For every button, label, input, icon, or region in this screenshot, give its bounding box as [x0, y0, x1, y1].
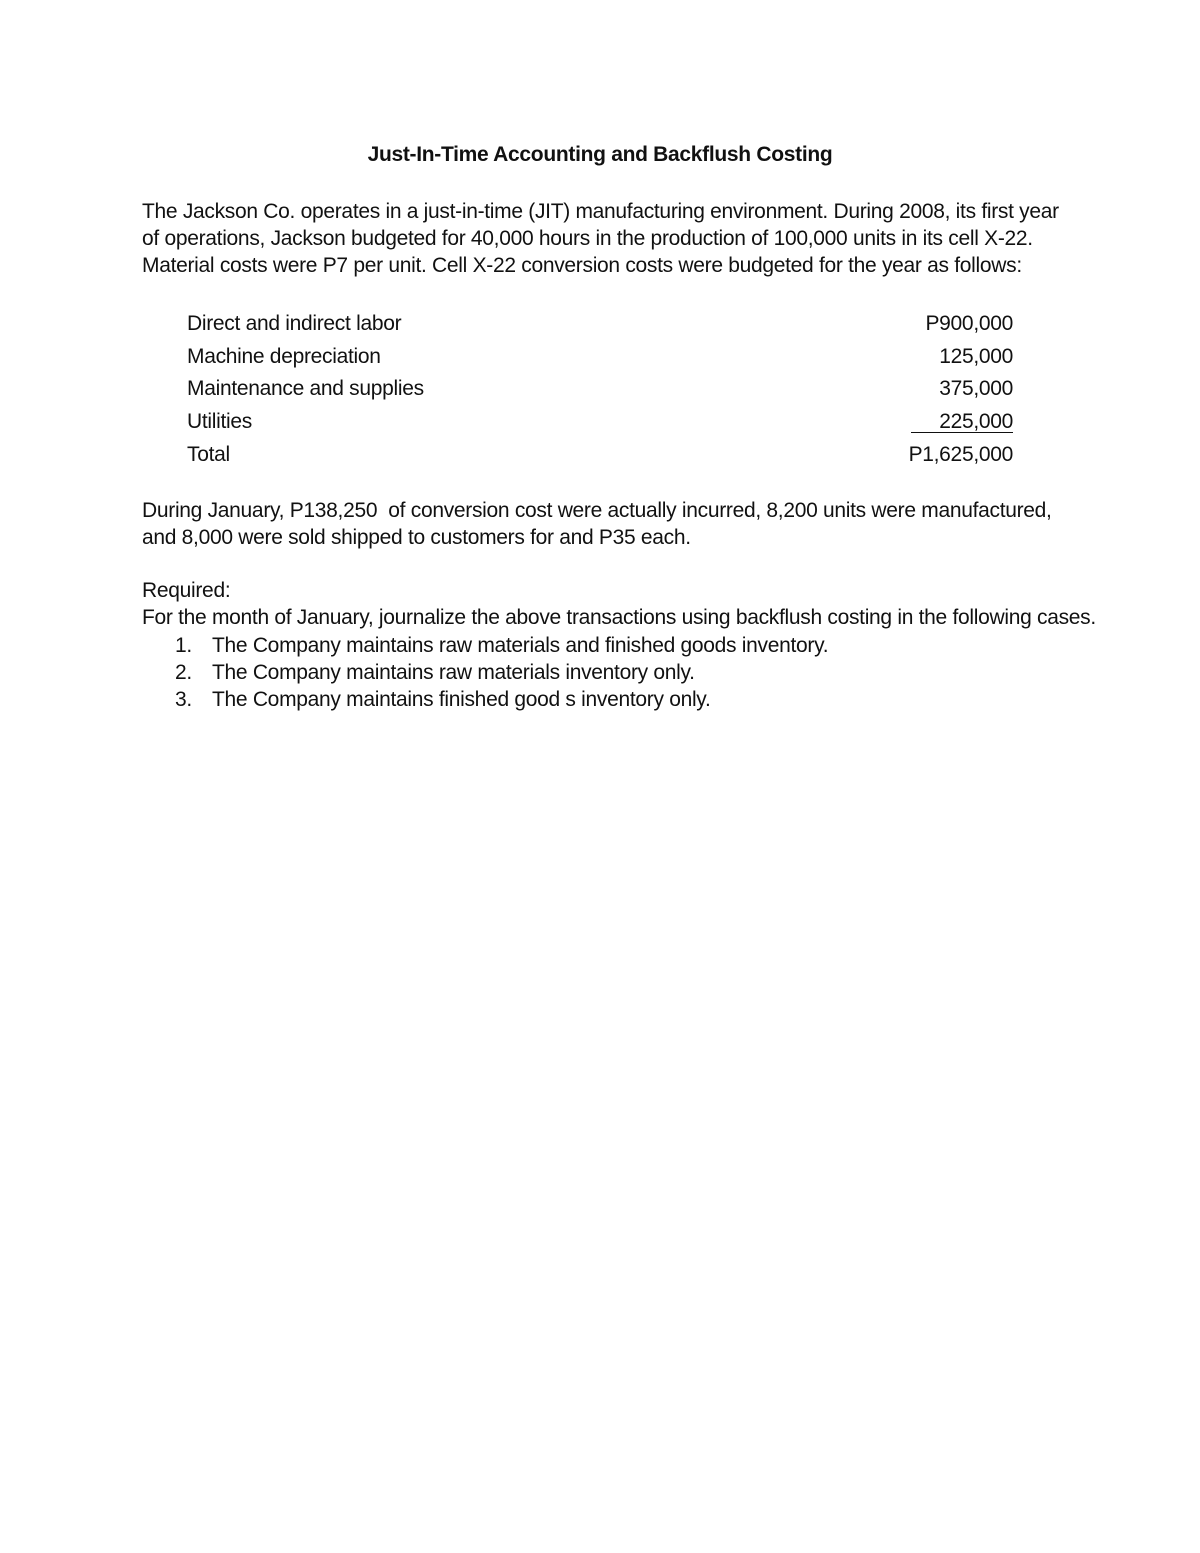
cost-amount-underlined: 225,000 [911, 411, 1013, 433]
conversion-cost-table [187, 308, 1013, 471]
cost-label: Utilities [187, 410, 252, 434]
cost-row [187, 341, 1013, 374]
list-item-text: The Company maintains raw materials and finished goods inventory. [212, 634, 829, 657]
list-item [175, 686, 828, 713]
list-item [175, 659, 828, 686]
cost-total-amount: P1,625,000 [908, 442, 1013, 466]
list-item-number: 2. [175, 661, 192, 684]
cost-amount: P900,000 [925, 312, 1013, 336]
required-label: Required: [142, 579, 231, 602]
requirements-list [175, 632, 828, 713]
cost-total-row [187, 438, 1013, 471]
instruction-paragraph: For the month of January, journalize the above transactions using backflush costing in the following cases. [142, 606, 1096, 629]
list-item [175, 632, 828, 659]
january-paragraph: During January, P138,250 of conversion cost were actually incurred, 8,200 units were manufactured, and 8,000 were sold shipped to customers for and P35 each. [142, 499, 1058, 549]
document-title: Just-In-Time Accounting and Backflush Costing [367, 143, 833, 166]
cost-label: Machine depreciation [187, 344, 381, 368]
cost-row [187, 308, 1013, 341]
cost-row [187, 406, 1013, 439]
cost-total-label: Total [187, 442, 230, 466]
list-item-number: 1. [175, 634, 192, 657]
list-item-text: The Company maintains finished good s inventory only. [212, 688, 711, 711]
list-item-number: 3. [175, 688, 192, 711]
cost-label: Maintenance and supplies [187, 377, 424, 401]
cost-amount: 125,000 [939, 344, 1013, 368]
list-item-text: The Company maintains raw materials inventory only. [212, 661, 695, 684]
intro-paragraph: The Jackson Co. operates in a just-in-time (JIT) manufacturing environment. During 2008, its first year of operations, Jackson budgeted for 40,000 hours in the production of 100,000 units in its cell X-22. Material costs were P7 per unit. Cell X-22 conversion costs were budgeted for the year as follows: [142, 200, 1059, 277]
cost-amount-cell [760, 406, 1013, 439]
cost-row [187, 373, 1013, 406]
cost-amount: 375,000 [939, 377, 1013, 401]
cost-label: Direct and indirect labor [187, 312, 402, 336]
